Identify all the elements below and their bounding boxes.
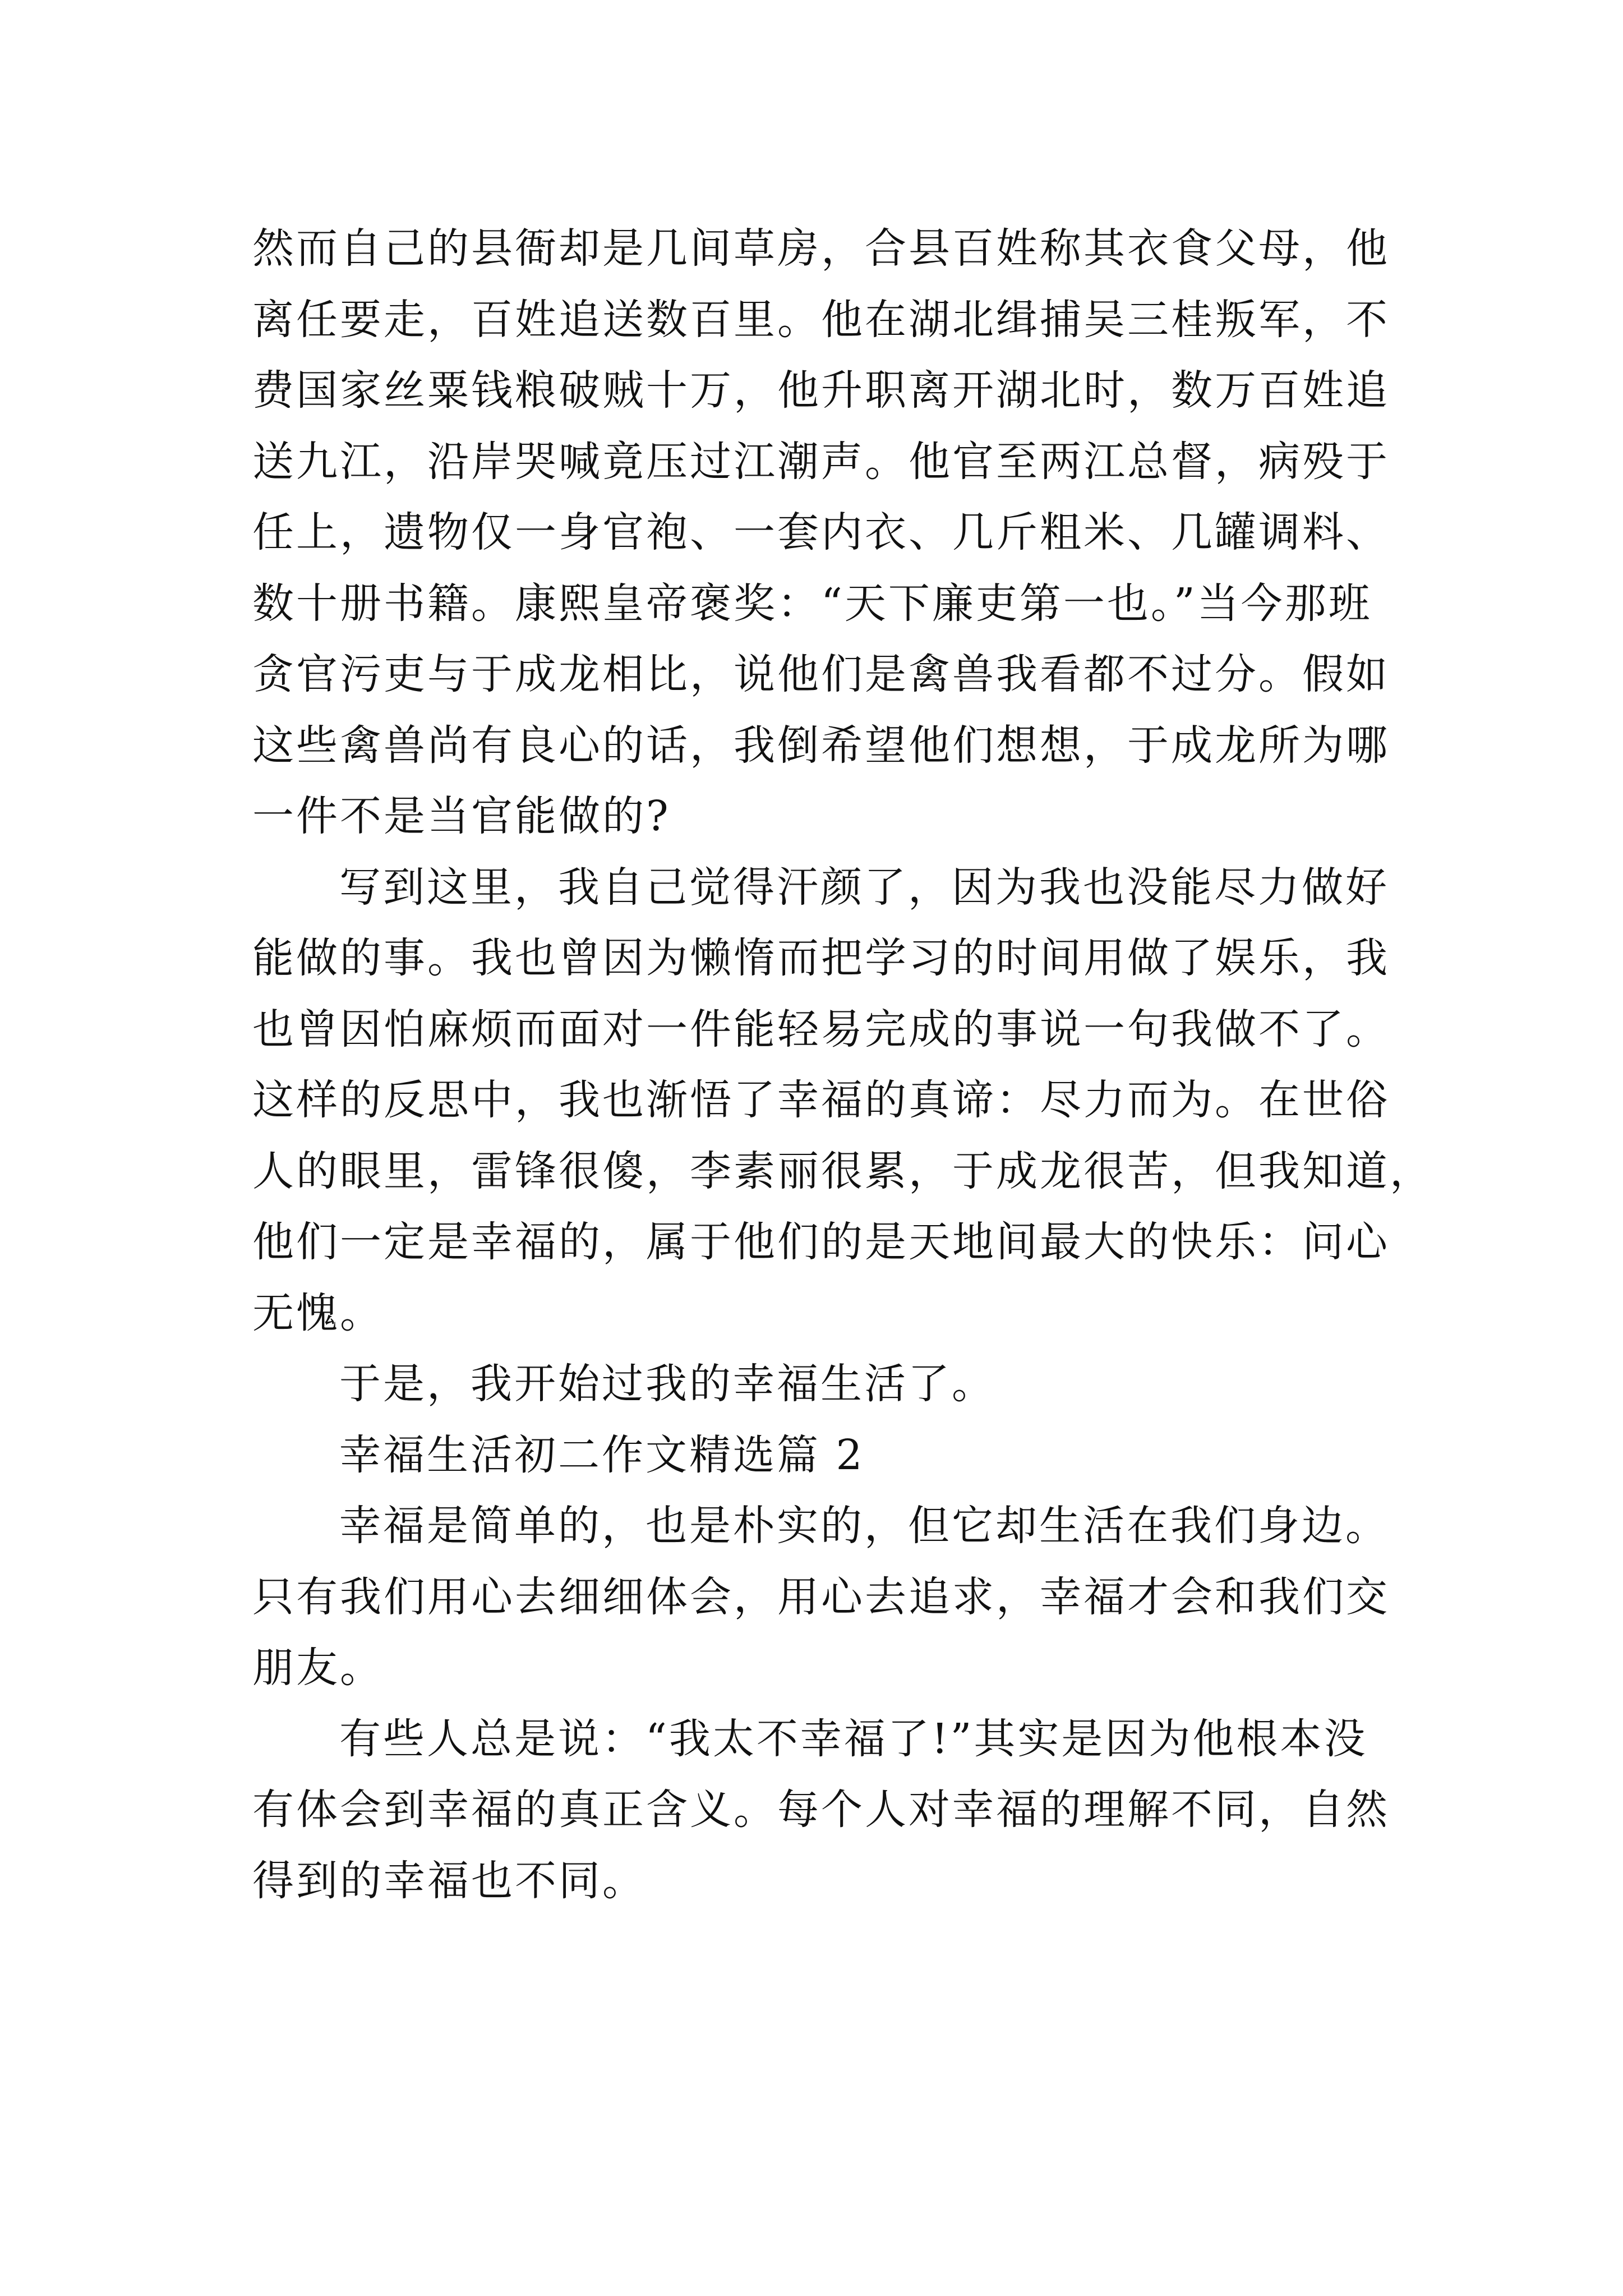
body-text-line: 有体会到幸福的真正含义。每个人对幸福的理解不同，自然 <box>252 1786 1390 1834</box>
body-text-line: 能做的事。我也曾因为懒惰而把学习的时间用做了娱乐，我 <box>252 934 1390 982</box>
document-page <box>252 213 1433 1916</box>
body-text-line: 离任要走，百姓追送数百里。他在湖北缉捕吴三桂叛军，不 <box>252 295 1390 344</box>
body-text-line: 任上，遗物仅一身官袍、一套内衣、几斤粗米、几罐调料、 <box>252 508 1390 556</box>
body-text-line: 费国家丝粟钱粮破贼十万，他升职离开湖北时，数万百姓追 <box>252 366 1390 415</box>
paragraph-start-line: 于是，我开始过我的幸福生活了。 <box>339 1360 995 1408</box>
body-text-line: 只有我们用心去细细体会，用心去追求，幸福才会和我们交 <box>252 1572 1390 1621</box>
body-text-line: 这样的反思中，我也渐悟了幸福的真谛：尽力而为。在世俗 <box>252 1076 1390 1124</box>
body-text-line: 这些禽兽尚有良心的话，我倒希望他们想想，于成龙所为哪 <box>252 721 1390 770</box>
body-text-line: 然而自己的县衙却是几间草房，合县百姓称其衣食父母，他 <box>252 224 1390 273</box>
body-text-line: 一件不是当官能做的? <box>252 792 671 840</box>
body-text-line: 人的眼里，雷锋很傻，李素丽很累，于成龙很苦，但我知道， <box>252 1147 1433 1195</box>
paragraph-start-line: 写到这里，我自己觉得汗颜了，因为我也没能尽力做好 <box>339 863 1389 912</box>
body-text-line: 送九江，沿岸哭喊竟压过江潮声。他官至两江总督，病殁于 <box>252 437 1390 486</box>
paragraph-start-line: 有些人总是说：“我太不幸福了!”其实是因为他根本没 <box>339 1714 1368 1763</box>
body-text-line: 数十册书籍。康熙皇帝褒奖：“天下廉吏第一也。”当今那班 <box>252 579 1372 628</box>
body-text-line: 得到的幸福也不同。 <box>252 1856 646 1905</box>
body-text-line: 朋友。 <box>252 1644 384 1692</box>
body-text-line: 无愧。 <box>252 1289 384 1337</box>
body-text-line: 也曾因怕麻烦而面对一件能轻易完成的事说一句我做不了。 <box>252 1005 1390 1053</box>
paragraph-start-line: 幸福是简单的，也是朴实的，但它却生活在我们身边。 <box>339 1502 1389 1550</box>
body-text-line: 贪官污吏与于成龙相比，说他们是禽兽我看都不过分。假如 <box>252 650 1390 698</box>
body-text-line: 他们一定是幸福的，属于他们的是天地间最大的快乐：问心 <box>252 1218 1390 1266</box>
section-heading: 幸福生活初二作文精选篇 2 <box>339 1430 865 1479</box>
